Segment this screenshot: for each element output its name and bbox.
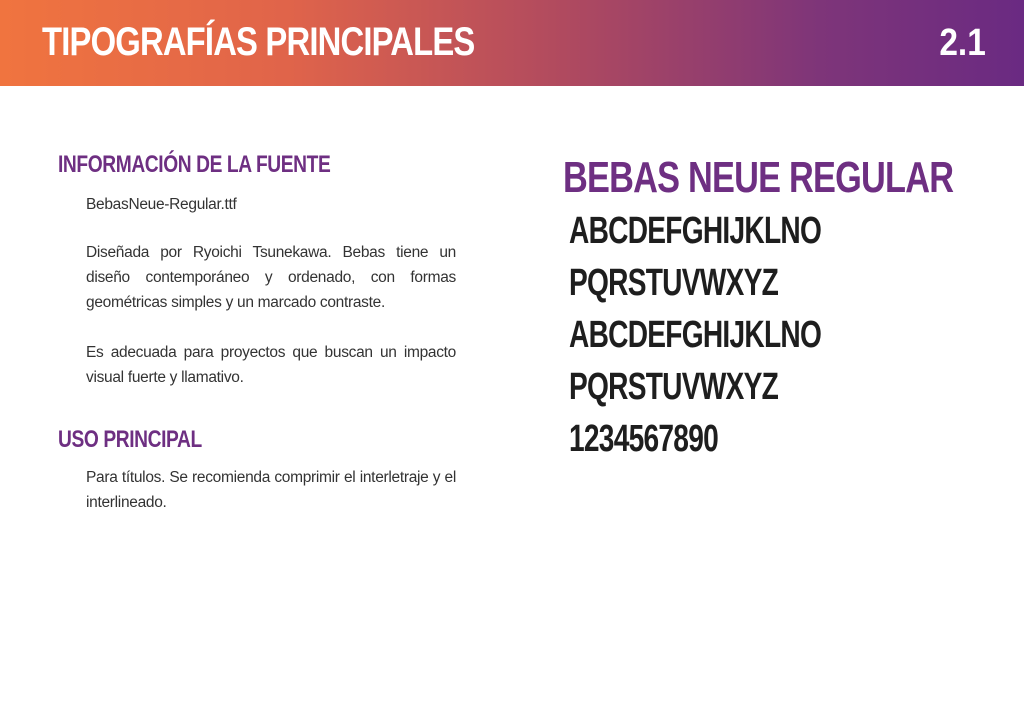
specimen-uppercase-2: PQRSTUVWXYZ: [569, 262, 779, 304]
font-description: Diseñada por Ryoichi Tsunekawa. Bebas tiene un diseño contemporáneo y ordenado, con formas geométricas simples y un marcado contraste.: [86, 244, 456, 311]
usage-text: Para títulos. Se recomienda comprimir el interletraje y el interlineado.: [86, 469, 456, 511]
font-suitability: Es adecuada para proyectos que buscan un impacto visual fuerte y llamativo.: [86, 344, 456, 386]
specimen-lowercase-2: PQRSTUVWXYZ: [569, 366, 779, 408]
specimen-uppercase-1: ABCDEFGHIJKLNO: [569, 210, 822, 252]
font-filename: BebasNeue-Regular.ttf: [86, 196, 237, 213]
header-banner: [0, 0, 1024, 86]
section-number: 2.1: [939, 22, 986, 64]
font-info-heading: INFORMACIÓN DE LA FUENTE: [58, 151, 331, 178]
page-title: TIPOGRAFÍAS PRINCIPALES: [42, 20, 475, 64]
specimen-numbers: 1234567890: [569, 418, 718, 460]
usage-heading: USO PRINCIPAL: [58, 426, 202, 453]
specimen-font-name: BEBAS NEUE REGULAR: [563, 153, 954, 202]
specimen-lowercase-1: ABCDEFGHIJKLNO: [569, 314, 822, 356]
